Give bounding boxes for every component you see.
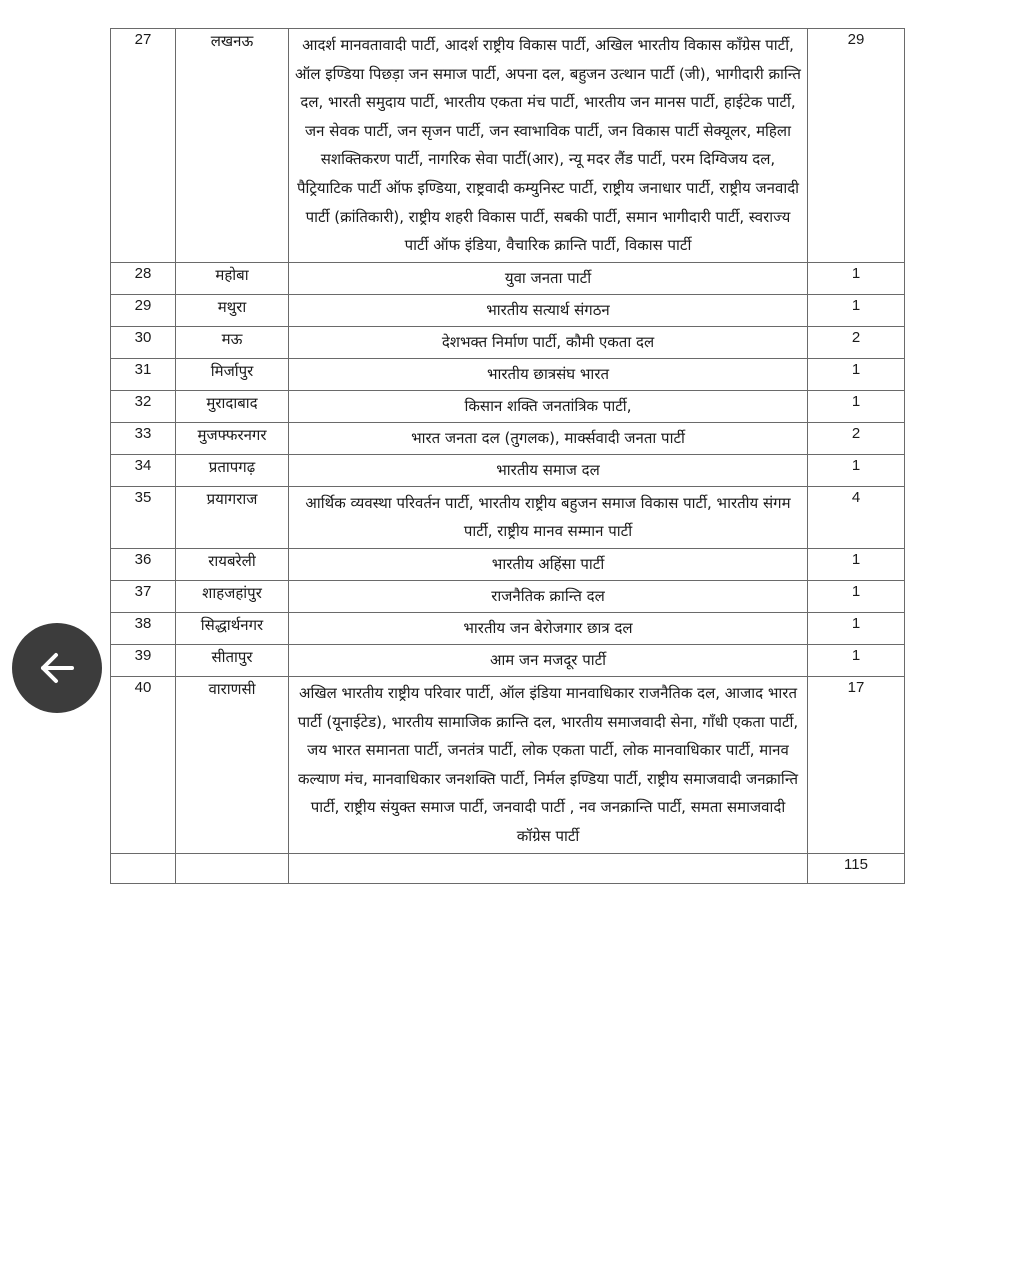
party-count: 2 [808, 422, 905, 454]
district-name: सिद्धार्थनगर [176, 612, 289, 644]
district-name: मुरादाबाद [176, 390, 289, 422]
serial-number: 38 [111, 612, 176, 644]
table-row [111, 548, 905, 580]
district-name: प्रतापगढ़ [176, 454, 289, 486]
party-list: भारतीय अहिंसा पार्टी [289, 548, 808, 580]
serial-number: 33 [111, 422, 176, 454]
serial-number: 32 [111, 390, 176, 422]
serial-number: 28 [111, 262, 176, 294]
party-list: आदर्श मानवतावादी पार्टी, आदर्श राष्ट्रीय विकास पार्टी, अखिल भारतीय विकास काँग्रेस पार्टी, ऑल इण्डिया पिछड़ा जन समाज पार्टी, अपना दल, बहुजन उत्थान पार्टी (जी), भागीदारी क्रान्ति दल, भारती समुदाय पार्टी, भारतीय एकता मंच पार्टी, भारतीय जन मानस पार्टी, हाईटेक पार्टी, जन सेवक पार्टी, जन सृजन पार्टी, जन स्वाभाविक पार्टी, जन विकास पार्टी सेक्यूलर, महिला सशक्तिकरण पार्टी, नागरिक सेवा पार्टी(आर), न्यू मदर लैंड पार्टी, परम दिग्विजय दल, पैट्रियाटिक पार्टी ऑफ इण्डिया, राष्ट्रवादी कम्युनिस्ट पार्टी, राष्ट्रीय जनाधार पार्टी, राष्ट्रीय जनवादी पार्टी (क्रांतिकारी), राष्ट्रीय शहरी विकास पार्टी, सबकी पार्टी, समान भागीदारी पार्टी, स्वराज्य पार्टी ऑफ इंडिया, वैचारिक क्रान्ति पार्टी, विकास पार्टी [289, 29, 808, 263]
party-count: 17 [808, 676, 905, 853]
empty-cell [289, 853, 808, 883]
serial-number: 29 [111, 294, 176, 326]
empty-cell [111, 853, 176, 883]
party-count: 1 [808, 358, 905, 390]
table-row [111, 29, 905, 263]
arrow-left-icon [34, 645, 80, 691]
serial-number: 39 [111, 644, 176, 676]
empty-cell [176, 853, 289, 883]
table-row [111, 644, 905, 676]
parties-table [110, 28, 905, 884]
party-count: 1 [808, 644, 905, 676]
serial-number: 40 [111, 676, 176, 853]
district-name: मिर्जापुर [176, 358, 289, 390]
party-count: 1 [808, 548, 905, 580]
table-row [111, 294, 905, 326]
party-list: किसान शक्ति जनतांत्रिक पार्टी, [289, 390, 808, 422]
party-list: भारतीय जन बेरोजगार छात्र दल [289, 612, 808, 644]
party-list: अखिल भारतीय राष्ट्रीय परिवार पार्टी, ऑल इंडिया मानवाधिकार राजनैतिक दल, आजाद भारत पार्टी (यूनाईटेड), भारतीय सामाजिक क्रान्ति दल, भारतीय समाजवादी सेना, गाँधी एकता पार्टी, जय भारत समानता पार्टी, जनतंत्र पार्टी, लोक एकता पार्टी, लोक मानवाधिकार पार्टी, मानव कल्याण मंच, मानवाधिकार जनशक्ति पार्टी, निर्मल इण्डिया पार्टी, राष्ट्रीय समाजवादी जनक्रान्ति पार्टी, राष्ट्रीय संयुक्त समाज पार्टी, जनवादी पार्टी , नव जनक्रान्ति पार्टी, समता समाजवादी कॉग्रेस पार्टी [289, 676, 808, 853]
district-name: वाराणसी [176, 676, 289, 853]
table-row [111, 612, 905, 644]
district-name: महोबा [176, 262, 289, 294]
party-count: 29 [808, 29, 905, 263]
table-row [111, 486, 905, 548]
party-count: 1 [808, 580, 905, 612]
party-count: 4 [808, 486, 905, 548]
serial-number: 34 [111, 454, 176, 486]
district-name: मुजफ्फरनगर [176, 422, 289, 454]
party-count: 1 [808, 294, 905, 326]
party-count: 1 [808, 454, 905, 486]
total-count: 115 [808, 853, 905, 883]
serial-number: 27 [111, 29, 176, 263]
district-name: प्रयागराज [176, 486, 289, 548]
party-list: राजनैतिक क्रान्ति दल [289, 580, 808, 612]
party-list: भारतीय सत्यार्थ संगठन [289, 294, 808, 326]
district-name: शाहजहांपुर [176, 580, 289, 612]
district-name: सीतापुर [176, 644, 289, 676]
party-list: आम जन मजदूर पार्टी [289, 644, 808, 676]
table-row [111, 580, 905, 612]
party-count: 1 [808, 612, 905, 644]
table-row [111, 676, 905, 853]
table-row [111, 454, 905, 486]
party-list: भारतीय समाज दल [289, 454, 808, 486]
party-list: आर्थिक व्यवस्था परिवर्तन पार्टी, भारतीय राष्ट्रीय बहुजन समाज विकास पार्टी, भारतीय संगम पार्टी, राष्ट्रीय मानव सम्मान पार्टी [289, 486, 808, 548]
table-row [111, 422, 905, 454]
table-row [111, 358, 905, 390]
table-row [111, 262, 905, 294]
party-count: 2 [808, 326, 905, 358]
serial-number: 37 [111, 580, 176, 612]
table-row [111, 326, 905, 358]
back-button[interactable] [12, 623, 102, 713]
district-name: रायबरेली [176, 548, 289, 580]
serial-number: 31 [111, 358, 176, 390]
party-list: युवा जनता पार्टी [289, 262, 808, 294]
party-list: भारत जनता दल (तुगलक), मार्क्सवादी जनता पार्टी [289, 422, 808, 454]
district-name: लखनऊ [176, 29, 289, 263]
serial-number: 30 [111, 326, 176, 358]
district-name: मऊ [176, 326, 289, 358]
table-row [111, 390, 905, 422]
total-row [111, 853, 905, 883]
party-count: 1 [808, 390, 905, 422]
party-list: देशभक्त निर्माण पार्टी, कौमी एकता दल [289, 326, 808, 358]
serial-number: 35 [111, 486, 176, 548]
party-list: भारतीय छात्रसंघ भारत [289, 358, 808, 390]
serial-number: 36 [111, 548, 176, 580]
district-name: मथुरा [176, 294, 289, 326]
party-count: 1 [808, 262, 905, 294]
